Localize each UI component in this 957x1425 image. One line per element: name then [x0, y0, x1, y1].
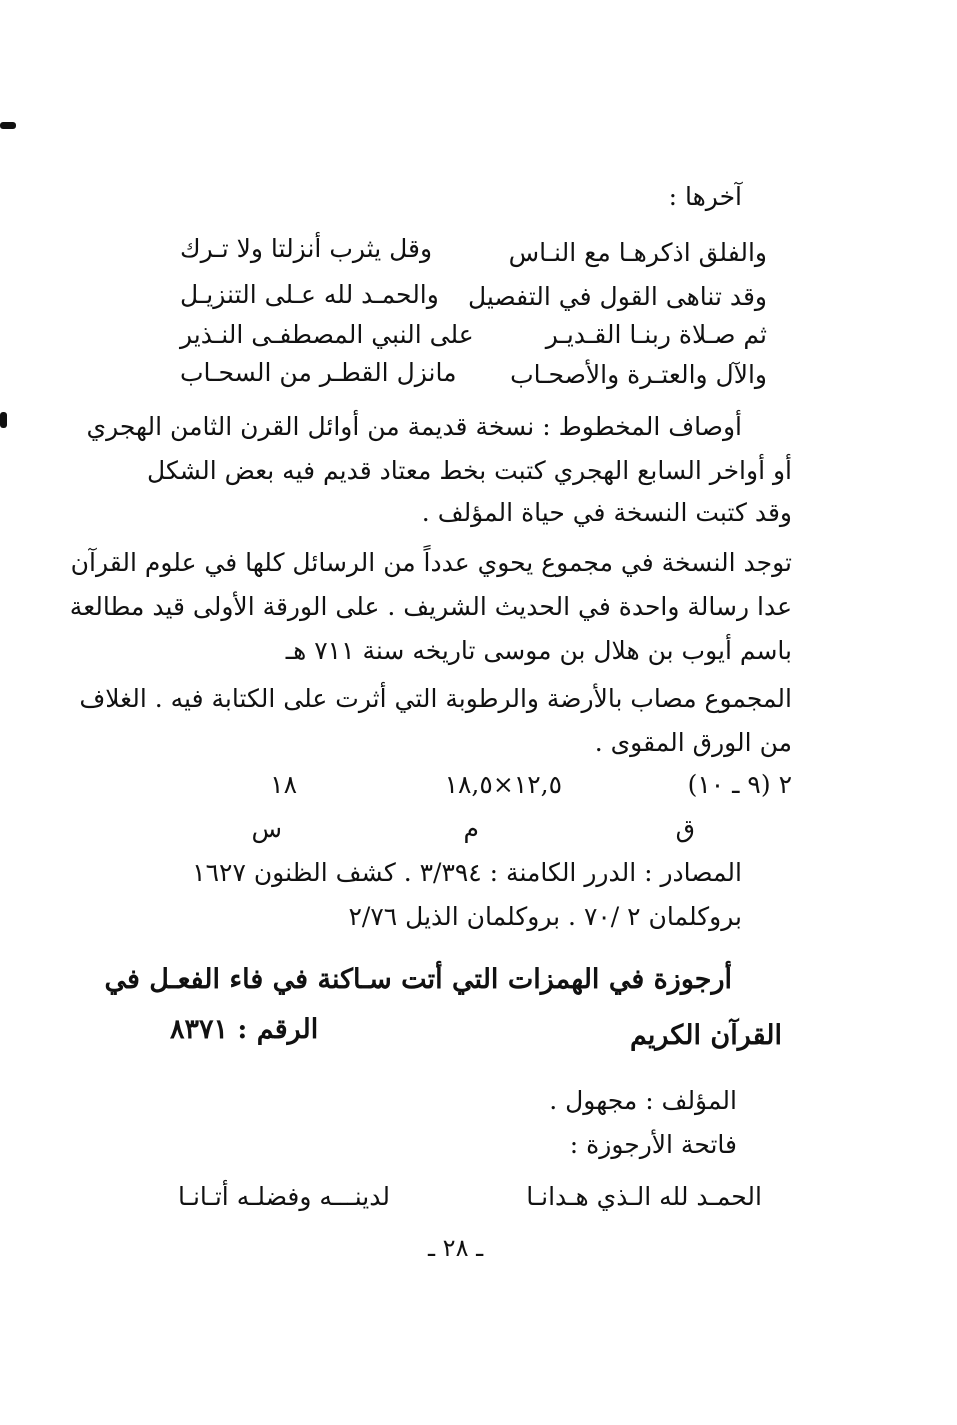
scan-edge-mark-top — [0, 122, 16, 129]
description-line-1: أوصاف المخطوط : نسخة قديمة من أوائل القرن الثامن الهجري — [86, 412, 742, 441]
verse-end-1-first-hemistich: والفلق اذكرهـا مع النـاس — [508, 238, 767, 267]
opening-label: فاتحة الأرجوزة : — [569, 1130, 737, 1159]
opening-verse-second-hemistich: لدينـــه وفضلـه أتـانـا — [178, 1182, 390, 1211]
size-label: م — [463, 814, 479, 843]
entry-title-line-1: أرجوزة في الهمزات التي أتت سـاكنة في فاء الفعـل في — [104, 964, 732, 995]
page-number: ـ ٢٨ ـ — [428, 1234, 484, 1262]
verse-end-4-b: مانزل القطـر من السحـاب — [180, 358, 457, 387]
verse-end-1-b: وقل يثرب أنزلتا ولا تـرك — [180, 234, 433, 263]
sources-line-1: المصادر : الدرر الكامنة : ٣/٣٩٤ . كشف الظنون ١٦٢٧ — [192, 858, 742, 887]
opening-verse-first-hemistich: الحمـد لله الـذي هـدانـا — [526, 1182, 762, 1211]
sources-line-2: بروكلمان ٢ /٧٠ . بروكلمان الذيل ٢/٧٦ — [348, 902, 742, 931]
verse-end-3-b: على النبي المصطفـى النـذير — [180, 320, 474, 349]
condition-line-1: المجموع مصاب بالأرضة والرطوبة التي أثرت على الكتابة فيه . الغلاف — [79, 684, 792, 713]
lines-label: س — [251, 814, 282, 843]
entry-number: الرقم : ٨٣٧١ — [170, 1014, 319, 1045]
verse-end-2-b: والحمـد لله عـلى التنزيـل — [180, 280, 439, 309]
description-line-2: أو أواخر السابع الهجري كتبت بخط معتاد قديم فيه بعض الشكل — [147, 456, 792, 485]
author-line: المؤلف : مجهول . — [549, 1086, 737, 1115]
page-size: ١٢,٥×١٨,٥ — [444, 770, 562, 799]
condition-line-2: من الورق المقوى . — [594, 728, 792, 757]
leaves-count: ٢ (٩ ـ ١٠) — [687, 770, 792, 799]
description-line-3: وقد كتبت النسخة في حياة المؤلف . — [421, 498, 792, 527]
collection-line-2: عدا رسالة واحدة في الحديث الشريف . على الورقة الأولى قيد مطالعة — [69, 592, 792, 621]
ending-label: آخرها : — [668, 182, 742, 211]
leaves-label: ق — [675, 814, 695, 843]
verse-end-3-a: ثم صـلاة ربنـا القـديـر — [545, 320, 767, 349]
lines-count: ١٨ — [270, 770, 297, 799]
scan-edge-mark-middle — [0, 412, 7, 428]
verse-end-4-a: والآل والعتـرة والأصحـاب — [510, 360, 767, 389]
verse-end-2-a: وقد تناهى القول في التفصيل — [467, 282, 767, 311]
entry-title-line-2: القرآن الكريم — [629, 1020, 782, 1051]
collection-line-1: توجد النسخة في مجموع يحوي عدداً من الرسائل كلها في علوم القرآن — [70, 548, 792, 577]
collection-line-3: باسم أيوب بن هلال بن موسى تاريخه سنة ٧١١ هـ — [285, 636, 792, 665]
